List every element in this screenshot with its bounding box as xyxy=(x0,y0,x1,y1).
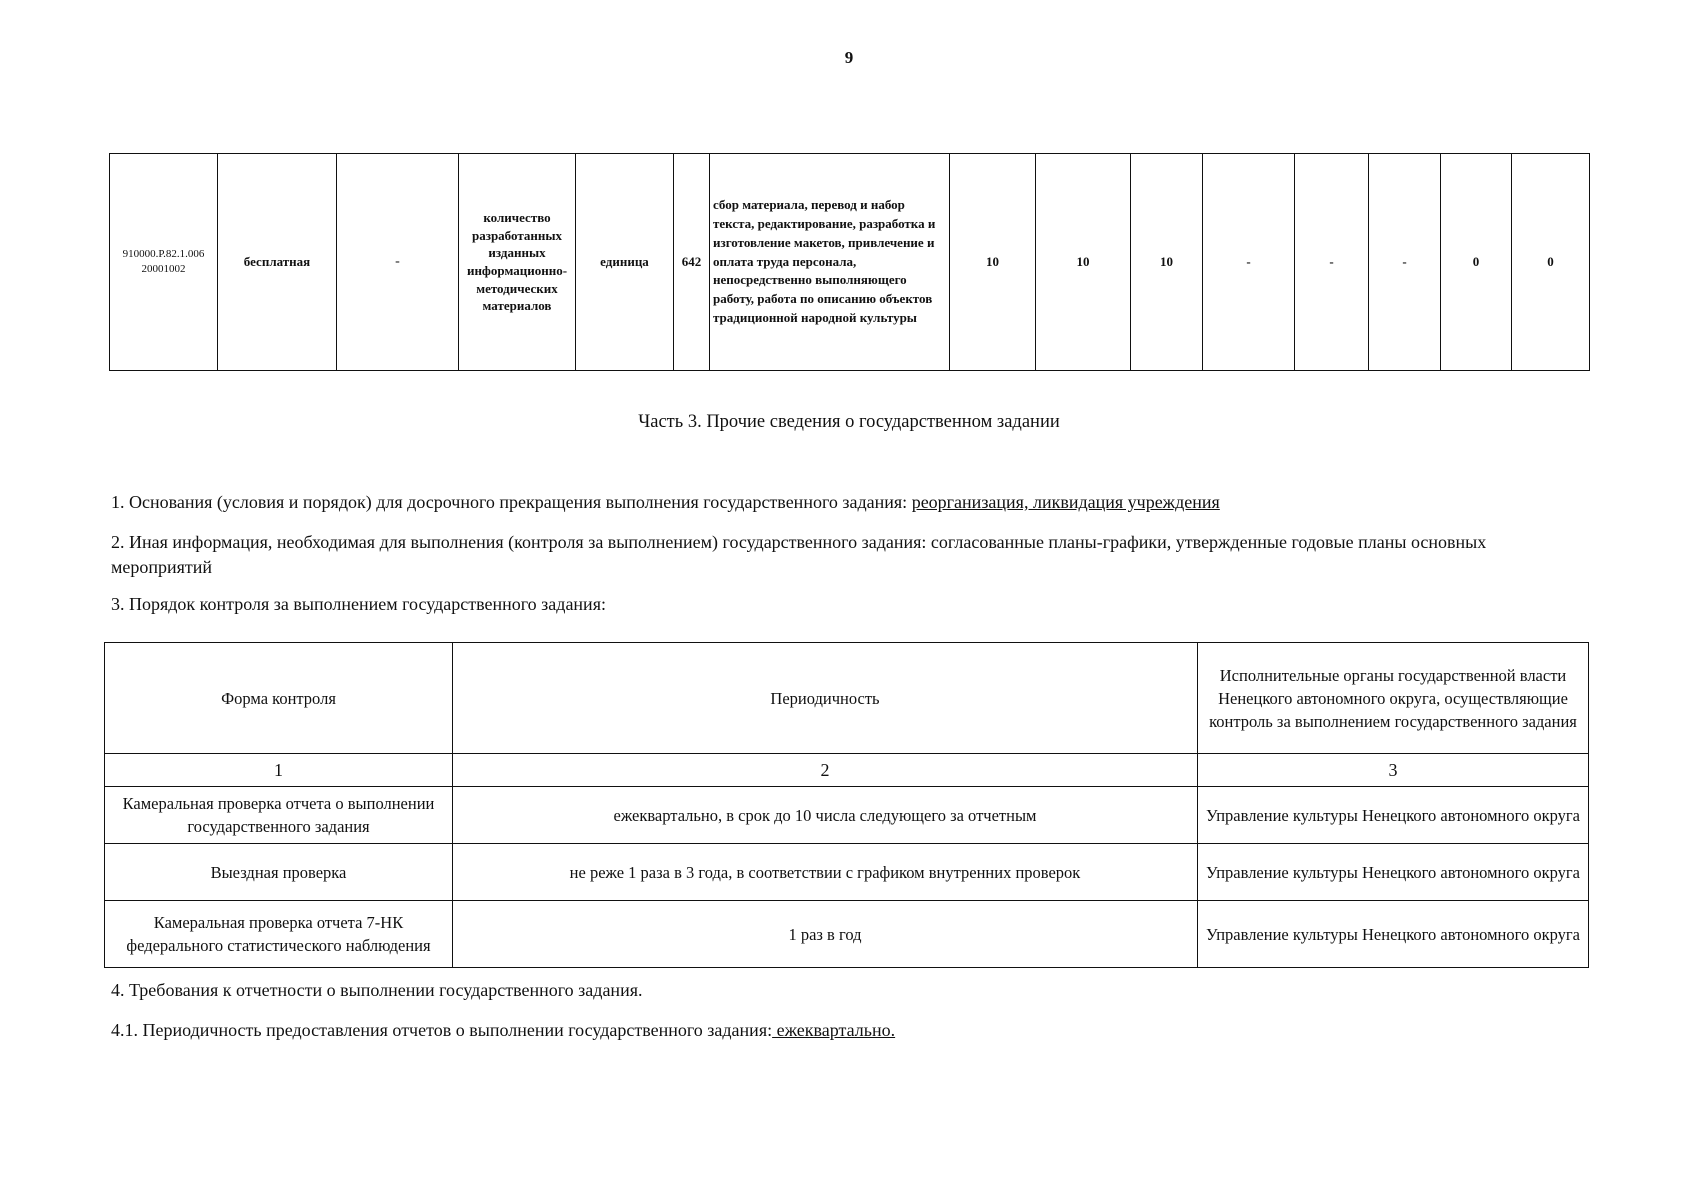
description-cell: сбор материала, перевод и набор текста, редактирование, разработка и изготовление макетов, привлечение и оплата труда персонала, непосредственно выполняющего работу, работа по описанию объектов традиционной народной культуры xyxy=(710,154,950,371)
control-form-cell: Камеральная проверка отчета 7-НК федерального статистического наблюдения xyxy=(105,901,453,968)
column-header: Форма контроля xyxy=(105,643,453,754)
column-number: 3 xyxy=(1198,754,1589,787)
okei-code-cell: 642 xyxy=(674,154,710,371)
paragraph-1-underlined: реорганизация, ликвидация учреждения xyxy=(911,492,1220,512)
column-header: Исполнительные органы государственной власти Ненецкого автономного округа, осуществляющие контроль за выполнением государственного задания xyxy=(1198,643,1589,754)
part-title: Часть 3. Прочие сведения о государственном задании xyxy=(638,412,1060,432)
column-number: 2 xyxy=(453,754,1198,787)
controlling-body-cell: Управление культуры Ненецкого автономного округа xyxy=(1198,844,1589,901)
indicator-name-cell: количество разработанных изданных информационно-методических материалов xyxy=(459,154,576,371)
paragraph-3: 3. Порядок контроля за выполнением государственного задания: xyxy=(111,594,606,614)
table-header-row xyxy=(105,643,1589,754)
value-cell: - xyxy=(1203,154,1295,371)
value-cell: 0 xyxy=(1441,154,1512,371)
value-cell: 10 xyxy=(1036,154,1131,371)
controlling-body-cell: Управление культуры Ненецкого автономного округа xyxy=(1198,787,1589,844)
table-row xyxy=(105,901,1589,968)
service-volume-table xyxy=(109,153,1590,371)
paragraph-4: 4. Требования к отчетности о выполнении государственного задания. xyxy=(111,980,643,1000)
value-cell: - xyxy=(1369,154,1441,371)
value-cell: 0 xyxy=(1512,154,1590,371)
value-cell: 10 xyxy=(1131,154,1203,371)
registry-code-cell: 910000.Р.82.1.006 20001002 xyxy=(110,154,218,371)
paragraph-4-1 xyxy=(111,1018,1571,1043)
page-number: 9 xyxy=(844,48,854,67)
control-form-cell: Выездная проверка xyxy=(105,844,453,901)
unit-cell: единица xyxy=(576,154,674,371)
control-table xyxy=(104,642,1589,968)
periodicity-cell: не реже 1 раза в 3 года, в соответствии с графиком внутренних проверок xyxy=(453,844,1198,901)
paragraph-4-1-underlined: ежеквартально. xyxy=(772,1020,896,1040)
value-cell: 10 xyxy=(950,154,1036,371)
column-header: Периодичность xyxy=(453,643,1198,754)
paragraph-2: 2. Иная информация, необходимая для выполнения (контроля за выполнением) государственного задания: согласованные планы-графики, утвержденные годовые планы основных мероприятий xyxy=(111,532,1487,577)
paragraph-4-1-text: 4.1. Периодичность предоставления отчетов о выполнении государственного задания: xyxy=(111,1020,773,1040)
control-form-cell: Камеральная проверка отчета о выполнении государственного задания xyxy=(105,787,453,844)
value-cell: - xyxy=(1295,154,1369,371)
periodicity-cell: 1 раз в год xyxy=(453,901,1198,968)
paragraph-1 xyxy=(111,490,1591,515)
controlling-body-cell: Управление культуры Ненецкого автономного округа xyxy=(1198,901,1589,968)
payment-type-cell: бесплатная xyxy=(218,154,337,371)
dash-cell: - xyxy=(337,154,459,371)
table-row xyxy=(105,787,1589,844)
periodicity-cell: ежеквартально, в срок до 10 числа следующего за отчетным xyxy=(453,787,1198,844)
paragraph-1-text: 1. Основания (условия и порядок) для досрочного прекращения выполнения государственного задания: xyxy=(111,492,912,512)
table-row xyxy=(110,154,1590,371)
column-number: 1 xyxy=(105,754,453,787)
column-number-row xyxy=(105,754,1589,787)
table-row xyxy=(105,844,1589,901)
